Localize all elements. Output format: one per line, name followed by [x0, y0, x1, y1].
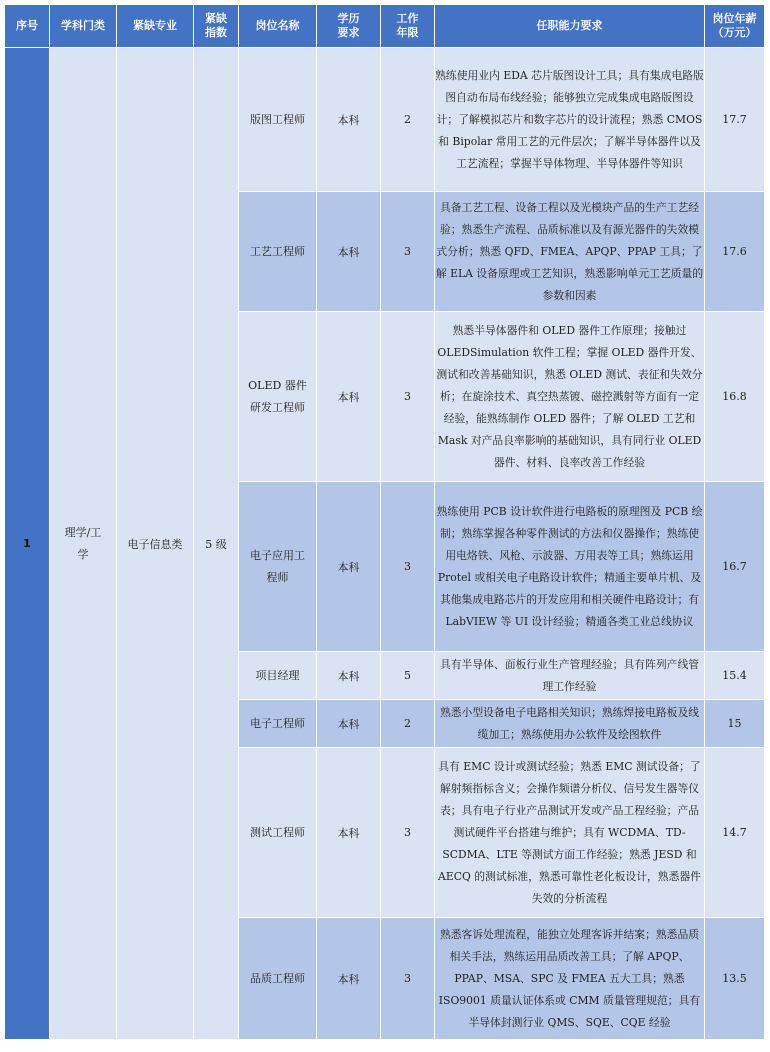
salary-cell: 15.4: [705, 652, 765, 700]
education-cell: 本科: [317, 918, 381, 1040]
header-discipline: 学科门类: [50, 5, 117, 48]
position-cell: 电子应用工 程师: [239, 482, 317, 652]
position-cell: 版图工程师: [239, 48, 317, 192]
header-salary: 岗位年薪 （万元）: [705, 5, 765, 48]
position-cell: 测试工程师: [239, 748, 317, 918]
education-cell: 本科: [317, 48, 381, 192]
position-cell: 品质工程师: [239, 918, 317, 1040]
requirements-cell: 具有 EMC 设计或测试经验；熟悉 EMC 测试设备；了解射频指标含义；会操作频谱分析仪、信号发生器等仪表；具有电子行业产品测试开发或产品工程经验；产品测试硬件平台搭建与维护；具有 WCDMA、TD-SCDMA、LTE 等测试方面工作经验；熟悉 JESD 和 AECQ 的测试标准，熟悉可靠性老化板设计，熟悉器件失效的分析流程: [435, 748, 705, 918]
job-table: [4, 4, 765, 1040]
years-cell: 2: [381, 700, 435, 748]
position-cell: 项目经理: [239, 652, 317, 700]
header-shortage-index: 紧缺 指数: [194, 5, 239, 48]
header-position: 岗位名称: [239, 5, 317, 48]
salary-cell: 16.7: [705, 482, 765, 652]
requirements-cell: 熟练使用 PCB 设计软件进行电路板的原理图及 PCB 绘制；熟练掌握各种零件测试的方法和仪器操作；熟练使用电烙铁、风枪、示波器、万用表等工具；熟练运用 Protel 或相关电子电路设计软件；精通主要单片机、及其他集成电路芯片的开发应用和相关硬件电路设计；有 LabVIEW 等 UI 设计经验；精通各类工业总线协议: [435, 482, 705, 652]
salary-cell: 16.8: [705, 312, 765, 482]
discipline-cell: 理学/工 学: [50, 48, 117, 1040]
header-row: [5, 5, 765, 48]
position-cell: 工艺工程师: [239, 192, 317, 312]
salary-cell: 14.7: [705, 748, 765, 918]
requirements-cell: 具有半导体、面板行业生产管理经验；具有阵列产线管理工作经验: [435, 652, 705, 700]
row-index: 1: [5, 48, 50, 1040]
years-cell: 3: [381, 312, 435, 482]
salary-cell: 17.7: [705, 48, 765, 192]
years-cell: 2: [381, 48, 435, 192]
salary-cell: 17.6: [705, 192, 765, 312]
header-requirements: 任职能力要求: [435, 5, 705, 48]
header-years: 工作 年限: [381, 5, 435, 48]
requirements-cell: 具备工艺工程、设备工程以及光模块产品的生产工艺经验；熟悉生产流程、品质标准以及有源光器件的失效模式分析；熟悉 QFD、FMEA、APQP、PPAP 工具；了解 ELA 设备原理或工艺知识，熟悉影响单元工艺质量的参数和因素: [435, 192, 705, 312]
table-row: [5, 48, 765, 192]
header-education: 学历 要求: [317, 5, 381, 48]
education-cell: 本科: [317, 192, 381, 312]
shortage-index-cell: 5 级: [194, 48, 239, 1040]
education-cell: 本科: [317, 652, 381, 700]
position-cell: 电子工程师: [239, 700, 317, 748]
years-cell: 3: [381, 192, 435, 312]
salary-cell: 13.5: [705, 918, 765, 1040]
education-cell: 本科: [317, 482, 381, 652]
requirements-cell: 熟悉小型设备电子电路相关知识；熟练焊接电路板及线缆加工；熟练使用办公软件及绘图软件: [435, 700, 705, 748]
major-cell: 电子信息类: [117, 48, 194, 1040]
salary-cell: 15: [705, 700, 765, 748]
requirements-cell: 熟悉半导体器件和 OLED 器件工作原理；接触过 OLEDSimulation 软件工程；掌握 OLED 器件开发、测试和改善基础知识，熟悉 OLED 测试、表征和失效分析；在旋涂技术、真空热蒸镀、磁控溅射等方面有一定经验，能熟练制作 OLED 器件；了解 OLED 工艺和 Mask 对产品良率影响的基础知识，具有同行业 OLED 器件、材料、良率改善工作经验: [435, 312, 705, 482]
requirements-cell: 熟练使用业内 EDA 芯片版图设计工具；具有集成电路版图自动布局布线经验；能够独立完成集成电路版图设计；了解模拟芯片和数字芯片的设计流程；熟悉 CMOS 和 Bipolar 常用工艺的元件层次；了解半导体器件以及工艺流程；掌握半导体物理、半导体器件等知识: [435, 48, 705, 192]
years-cell: 3: [381, 918, 435, 1040]
education-cell: 本科: [317, 312, 381, 482]
years-cell: 3: [381, 748, 435, 918]
header-index: 序号: [5, 5, 50, 48]
position-cell: OLED 器件 研发工程师: [239, 312, 317, 482]
requirements-cell: 熟悉客诉处理流程，能独立处理客诉并结案；熟悉品质相关手法，熟练运用品质改善工具；了解 APQP、PPAP、MSA、SPC 及 FMEA 五大工具；熟悉 ISO9001 质量认证体系或 CMM 质量管理规范；具有半导体封测行业 QMS、SQE、CQE 经验: [435, 918, 705, 1040]
years-cell: 5: [381, 652, 435, 700]
education-cell: 本科: [317, 748, 381, 918]
education-cell: 本科: [317, 700, 381, 748]
header-major: 紧缺专业: [117, 5, 194, 48]
years-cell: 3: [381, 482, 435, 652]
